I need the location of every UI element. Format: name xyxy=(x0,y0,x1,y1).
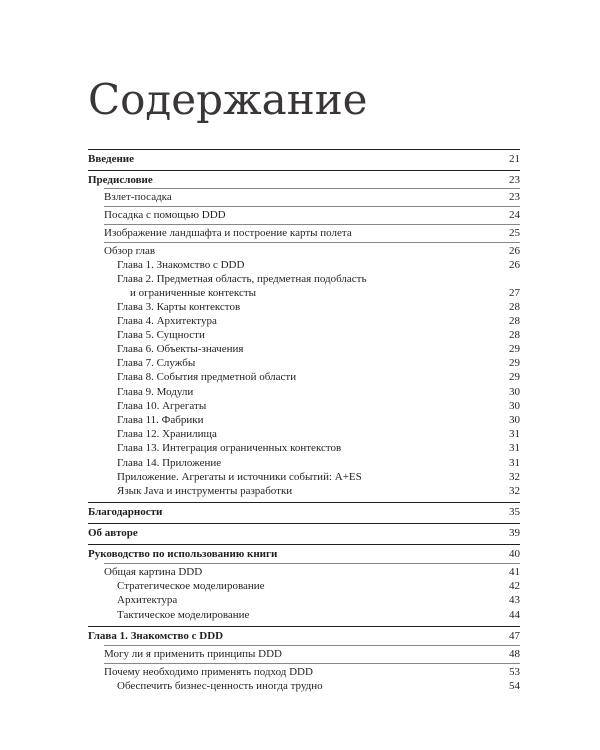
toc-entry-page: 24 xyxy=(509,209,520,221)
toc-entry-label: Изображение ландшафта и построение карты полета xyxy=(104,227,352,239)
toc-entry[interactable] xyxy=(0,607,600,623)
toc-entry[interactable] xyxy=(0,207,600,223)
toc-entry-page: 53 xyxy=(509,666,520,678)
toc-entry-label: Руководство по использованию книги xyxy=(88,548,278,560)
toc-entry-page: 31 xyxy=(509,428,520,440)
section-rule xyxy=(88,626,520,627)
toc-entry-page: 40 xyxy=(509,548,520,560)
toc-entry-label: Могу ли я применить принципы DDD xyxy=(104,648,282,660)
toc-entry-label: Обзор глав xyxy=(104,245,156,257)
toc-entry-label: Предисловие xyxy=(88,174,153,186)
toc-entry-label: Глава 1. Знакомство с DDD xyxy=(88,630,224,642)
toc-entry-page: 28 xyxy=(509,329,520,341)
section-rule xyxy=(88,544,520,545)
toc-entry-label: Архитектура xyxy=(117,594,178,606)
toc-entry-page: 54 xyxy=(509,680,520,692)
toc-entry-label: Общая картина DDD xyxy=(104,566,203,578)
toc-entry-label: Стратегическое моделирование xyxy=(117,580,265,592)
toc-entry[interactable] xyxy=(0,592,600,608)
toc-entry-label: Глава 8. События предметной области xyxy=(117,371,297,383)
toc-entry-page: 23 xyxy=(509,191,520,203)
toc-entry-label: Введение xyxy=(88,153,135,165)
toc-entry-label: Почему необходимо применять подход DDD xyxy=(104,666,313,678)
toc-entry-page: 35 xyxy=(509,506,520,518)
toc-entry-label: Глава 5. Сущности xyxy=(117,329,205,341)
toc-entry-label: Глава 9. Модули xyxy=(117,386,194,398)
toc-entry-label: Глава 14. Приложение xyxy=(117,457,222,469)
toc-entry-label: Глава 4. Архитектура xyxy=(117,315,217,327)
toc-entry-page: 28 xyxy=(509,315,520,327)
toc-entry-page: 39 xyxy=(509,527,520,539)
toc-entry-label: Глава 6. Объекты-значения xyxy=(117,343,244,355)
toc-entry-page: 27 xyxy=(509,287,520,299)
toc-entry-label: Глава 11. Фабрики xyxy=(117,414,204,426)
toc-entry-label: и ограниченные контексты xyxy=(130,287,257,299)
toc-entry-introduction[interactable] xyxy=(0,151,600,167)
toc-entry-page: 21 xyxy=(509,153,520,165)
toc-entry-page: 26 xyxy=(509,259,520,271)
toc-entry-page: 47 xyxy=(509,630,520,642)
toc-entry-label: Язык Java и инструменты разработки xyxy=(117,485,293,497)
page-title: Содержание xyxy=(88,75,368,124)
toc-entry-label: Глава 12. Хранилища xyxy=(117,428,217,440)
toc-entry-page: 29 xyxy=(509,357,520,369)
toc-entry-page: 32 xyxy=(509,471,520,483)
toc-entry-page: 25 xyxy=(509,227,520,239)
toc-entry-page: 43 xyxy=(509,594,520,606)
toc-entry[interactable] xyxy=(0,646,600,662)
section-rule xyxy=(88,170,520,171)
toc-entry-page: 32 xyxy=(509,485,520,497)
toc-entry-page: 28 xyxy=(509,301,520,313)
toc-entry-page: 30 xyxy=(509,414,520,426)
toc-entry-label: Глава 7. Службы xyxy=(117,357,196,369)
toc-entry-page: 30 xyxy=(509,400,520,412)
toc-entry[interactable] xyxy=(0,189,600,205)
toc-entry-label: Глава 13. Интеграция ограниченных контекстов xyxy=(117,442,342,454)
toc-entry-preface[interactable] xyxy=(0,172,600,188)
toc-entry-guide[interactable] xyxy=(0,546,600,562)
toc-entry-label: Благодарности xyxy=(88,506,163,518)
toc-entry-page: 29 xyxy=(509,343,520,355)
toc-entry-chapter-1[interactable] xyxy=(0,628,600,644)
toc-entry-page: 31 xyxy=(509,442,520,454)
toc-entry-page: 31 xyxy=(509,457,520,469)
toc-entry[interactable] xyxy=(0,369,600,385)
toc-entry-label: Взлет-посадка xyxy=(104,191,172,203)
toc-entry-label: Глава 10. Агрегаты xyxy=(117,400,207,412)
section-rule xyxy=(88,502,520,503)
toc-entry-label: Глава 3. Карты контекстов xyxy=(117,301,241,313)
toc-entry-page: 48 xyxy=(509,648,520,660)
toc-entry-label: Глава 1. Знакомство с DDD xyxy=(117,259,245,271)
toc-entry-label: Глава 2. Предметная область, предметная подобласть xyxy=(117,273,367,285)
toc-entry-page: 26 xyxy=(509,245,520,257)
toc-entry-label: Посадка с помощью DDD xyxy=(104,209,226,221)
toc-entry-about-author[interactable] xyxy=(0,525,600,541)
toc-entry[interactable] xyxy=(0,440,600,456)
toc-entry-page: 44 xyxy=(509,609,520,621)
section-rule xyxy=(88,523,520,524)
toc-entry[interactable] xyxy=(0,678,600,694)
toc-entry-label: Тактическое моделирование xyxy=(117,609,250,621)
toc-entry-page: 30 xyxy=(509,386,520,398)
toc-entry[interactable] xyxy=(0,225,600,241)
toc-entry-label: Обеспечить бизнес-ценность иногда трудно xyxy=(117,680,323,692)
toc-entry[interactable] xyxy=(0,483,600,499)
toc-entry-acknowledgements[interactable] xyxy=(0,504,600,520)
toc-entry-page: 23 xyxy=(509,174,520,186)
section-rule xyxy=(88,149,520,150)
toc-entry-label: Об авторе xyxy=(88,527,138,539)
toc-entry-page: 41 xyxy=(509,566,520,578)
toc-entry-page: 42 xyxy=(509,580,520,592)
toc-entry-label: Приложение. Агрегаты и источники событий: A+ES xyxy=(117,471,362,483)
toc-entry-page: 29 xyxy=(509,371,520,383)
